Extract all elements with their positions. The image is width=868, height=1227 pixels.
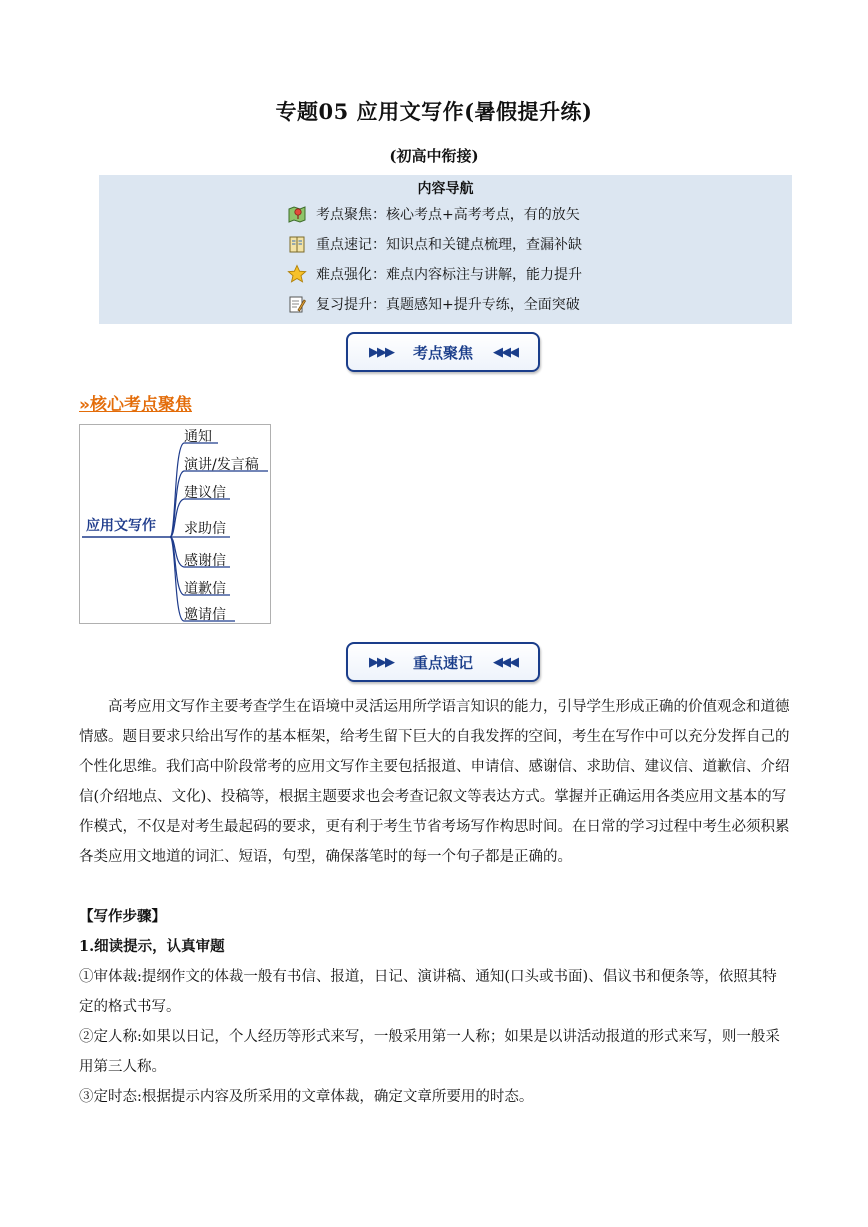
banner-arrows-right: ◀◀◀ — [493, 654, 517, 670]
point-tense: ③定时态:根据提示内容及所采用的文章体裁，确定文章所要用的时态。 — [79, 1089, 534, 1105]
nav-heading: 内容导航 — [417, 181, 474, 197]
star-icon — [287, 264, 307, 284]
step1-heading: 1.细读提示，认真审题 — [79, 938, 225, 955]
mind-map-branch: 求助信 — [184, 521, 226, 537]
banner-arrows-left: ▶▶▶ — [368, 344, 393, 360]
banner-label: 考点聚焦 — [412, 343, 473, 362]
mind-map-branch: 邀请信 — [184, 607, 226, 623]
banner-label: 重点速记 — [412, 653, 473, 672]
mind-map-branch: 通知 — [184, 429, 212, 445]
nav-item-difficult — [287, 263, 582, 285]
section-heading-core: »核心考点聚焦 — [79, 395, 192, 415]
nav-item-text: 复习提升：真题感知+提升专练，全面突破 — [316, 297, 580, 313]
document-title: 专题05 应用文写作(暑假提升练) — [275, 99, 593, 124]
nav-item-review — [287, 293, 580, 315]
mind-map-branch: 演讲/发言稿 — [184, 457, 259, 473]
document-subtitle: (初高中衔接) — [389, 147, 479, 165]
intro-paragraph: 高考应用文写作主要考查学生在语境中灵活运用所学语言知识的能力，引导学生形成正确的价值观念和道德情感。题目要求只给出写作的基本框架，给考生留下巨大的自我发挥的空间，考生在写作中可以充分发挥自己的个性化思维。我们高中阶段常考的应用文写作主要包括报道、申请信、感谢信、求助信、建议信、道歉信、介绍信(介绍地点、文化)、投稿等，根据主题要求也会考查记叙文等表达方式。掌握并正确运用各类应用文基本的写作模式，不仅是对考生最起码的要求，更有利于考生节省考场写作构思时间。在日常的学习过程中考生必须积累各类应用文地道的词汇、短语，句型，确保落笔时的每一个句子都是正确的。 — [79, 699, 790, 865]
book-icon — [287, 234, 307, 254]
mind-map-branch: 感谢信 — [184, 553, 226, 569]
point-person: ②定人称:如果以日记，个人经历等形式来写，一般采用第一人称；如果是以讲活动报道的形式来写，则一般采用第三人称。 — [79, 1029, 780, 1075]
section-banner-memorize — [346, 642, 540, 682]
nav-item-text: 难点强化：难点内容标注与讲解，能力提升 — [316, 267, 582, 283]
banner-arrows-left: ▶▶▶ — [368, 654, 393, 670]
steps-heading: 【写作步骤】 — [79, 908, 166, 925]
point-genre: ①审体裁:提纲作文的体裁一般有书信、报道，日记、演讲稿、通知(口头或书面)、倡议书和便条等，依照其特定的格式书写。 — [79, 969, 777, 1015]
nav-item-text: 考点聚焦：核心考点+高考考点，有的放矢 — [316, 207, 580, 223]
notepad-icon — [287, 294, 307, 314]
content-navigation-box — [99, 175, 792, 324]
mind-map-branch: 道歉信 — [184, 581, 226, 597]
banner-arrows-right: ◀◀◀ — [493, 344, 517, 360]
mind-map-branch: 建议信 — [184, 485, 226, 501]
mind-map-root: 应用文写作 — [86, 518, 156, 534]
mind-map — [79, 424, 271, 624]
nav-item-memorize — [287, 233, 582, 255]
nav-item-text: 重点速记：知识点和关键点梳理，查漏补缺 — [316, 237, 582, 253]
nav-item-focus — [287, 203, 580, 225]
section-banner-focus — [346, 332, 540, 372]
map-icon — [287, 204, 307, 224]
